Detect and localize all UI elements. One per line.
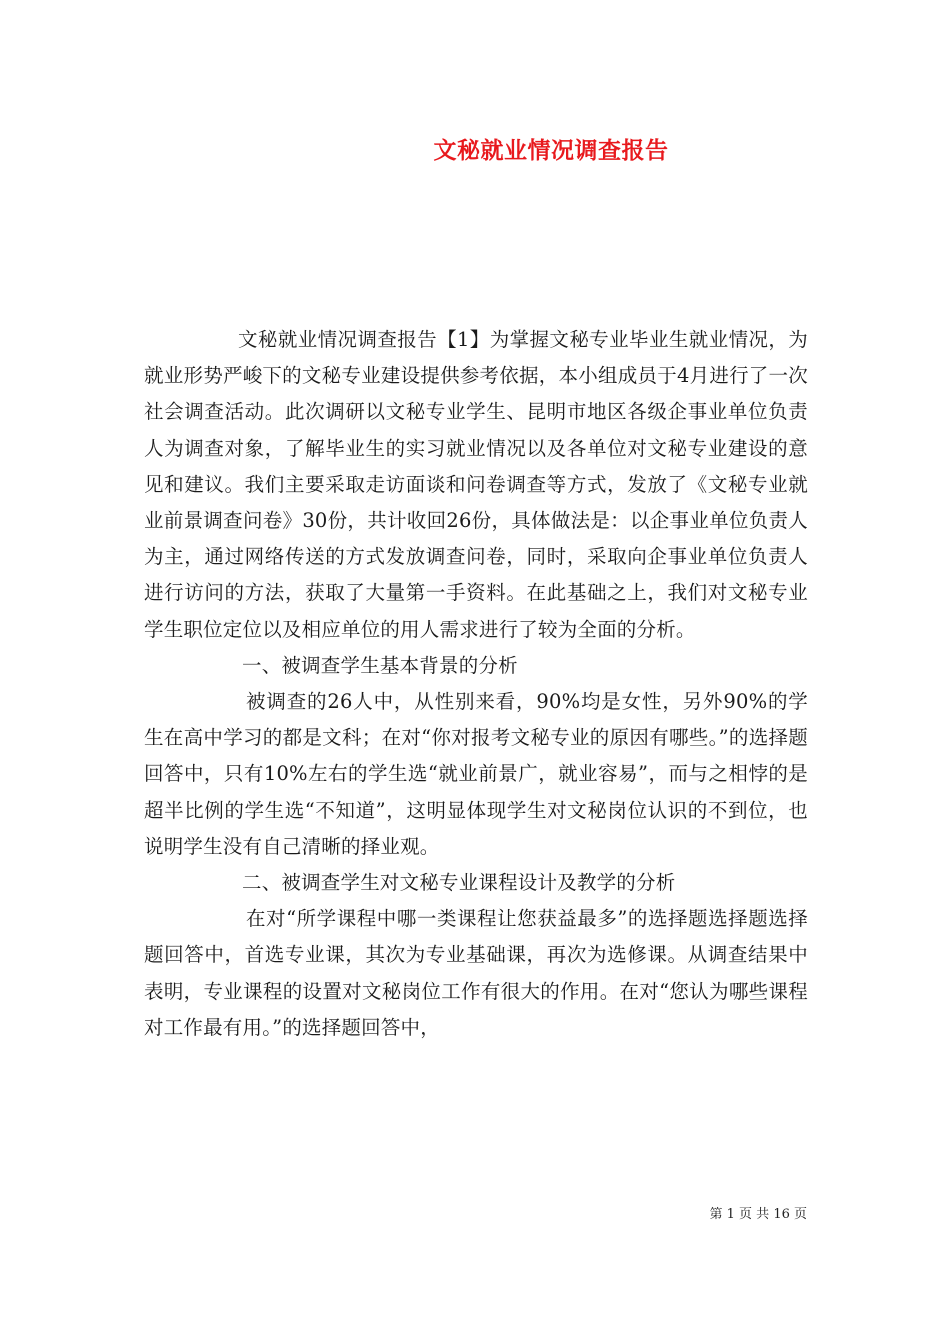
- section-heading-1: 一、被调查学生基本背景的分析: [242, 653, 518, 677]
- paragraph-intro: 文秘就业情况调查报告【1】为掌握文秘专业毕业生就业情况，为就业形势严峻下的文秘专业建设提供参考依据，本小组成员于4月进行了一次社会调查活动。此次调研以文秘专业学生、昆明市地区各级企事业单位负责人为调查对象，了解毕业生的实习就业情况以及各单位对文秘专业建设的意见和建议。我们主要采取走访面谈和问卷调查等方式，发放了《文秘专业就业前景调查问卷》30份，共计收回26份，具体做法是：以企事业单位负责人为主，通过网络传送的方式发放调查问卷，同时，采取向企事业单位负责人进行访问的方法，获取了大量第一手资料。在此基础之上，我们对文秘专业学生职位定位以及相应单位的用人需求进行了较为全面的分析。: [144, 328, 808, 641]
- paragraph-section-2: 在对“所学课程中哪一类课程让您获益最多”的选择题选择题选择题回答中，首选专业课，其次为专业基础课，再次为选修课。从调查结果中表明，专业课程的设置对文秘岗位工作有很大的作用。在对“您认为哪些课程对工作最有用。”的选择题回答中，: [144, 907, 808, 1039]
- paragraph-section-1: 被调查的26人中，从性别来看，90%均是女性，另外90%的学生在高中学习的都是文科；在对“你对报考文秘专业的原因有哪些。”的选择题回答中，只有10%左右的学生选“就业前景广，就业容易”，而与之相悖的是超半比例的学生选“不知道”，这明显体现学生对文秘岗位认识的不到位，也说明学生没有自己清晰的择业观。: [144, 690, 808, 858]
- section-heading-2: 二、被调查学生对文秘专业课程设计及教学的分析: [242, 871, 676, 895]
- page-number-footer: 第 1 页 共 16 页: [709, 1207, 807, 1222]
- document-title: 文秘就业情况调查报告: [433, 138, 669, 164]
- document-body: [144, 322, 808, 1046]
